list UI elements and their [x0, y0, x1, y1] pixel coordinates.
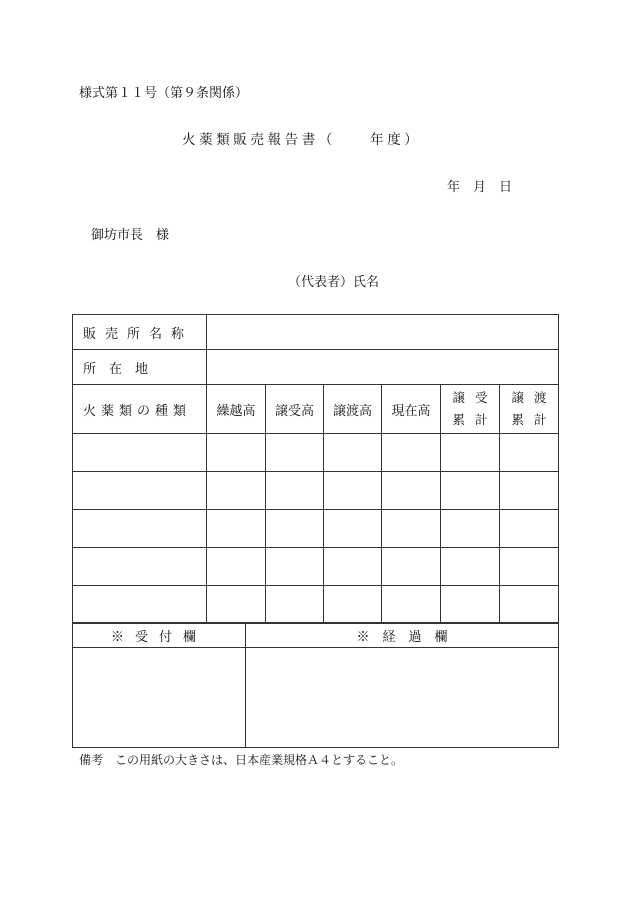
location-value[interactable]: [207, 350, 559, 385]
table-cell[interactable]: [73, 586, 207, 624]
received-total-label-top: 譲受: [452, 390, 498, 405]
table-cell[interactable]: [207, 434, 266, 472]
table-cell[interactable]: [500, 434, 559, 472]
table-cell[interactable]: [266, 434, 324, 472]
table-cell[interactable]: [207, 586, 266, 624]
table-cell[interactable]: [266, 510, 324, 548]
table-cell[interactable]: [382, 434, 441, 472]
footnote: 備考 この用紙の大きさは、日本産業規格Ａ４とすること。: [79, 753, 404, 767]
report-table: [72, 314, 559, 624]
office-header-row: [73, 623, 559, 648]
form-number: 様式第１１号（第９条関係）: [79, 86, 249, 101]
table-row: [73, 586, 559, 624]
table-cell[interactable]: [73, 472, 207, 510]
reception-header: ※受付欄: [73, 623, 246, 648]
table-cell[interactable]: [324, 586, 382, 624]
table-cell[interactable]: [441, 586, 500, 624]
table-cell[interactable]: [73, 434, 207, 472]
table-cell[interactable]: [441, 434, 500, 472]
office-body-row: [73, 648, 559, 748]
table-cell[interactable]: [207, 510, 266, 548]
table-cell[interactable]: [441, 472, 500, 510]
table-cell[interactable]: [382, 548, 441, 586]
representative-name: （代表者）氏名: [288, 275, 380, 290]
table-row: [73, 434, 559, 472]
table-cell[interactable]: [73, 548, 207, 586]
table-cell[interactable]: [382, 472, 441, 510]
progress-field[interactable]: [246, 648, 559, 748]
table-cell[interactable]: [324, 472, 382, 510]
table-cell[interactable]: [382, 586, 441, 624]
column-header-row: [73, 385, 559, 434]
table-cell[interactable]: [324, 434, 382, 472]
table-cell[interactable]: [73, 510, 207, 548]
table-cell[interactable]: [324, 510, 382, 548]
table-cell[interactable]: [500, 472, 559, 510]
location-row: [73, 350, 559, 385]
table-cell[interactable]: [207, 548, 266, 586]
transferred-header: 譲渡高: [324, 385, 382, 434]
table-cell[interactable]: [382, 510, 441, 548]
table-cell[interactable]: [266, 472, 324, 510]
recipient: 御坊市長 様: [91, 228, 170, 243]
carryover-header: 繰越高: [207, 385, 266, 434]
table-cell[interactable]: [441, 548, 500, 586]
table-row: [73, 472, 559, 510]
progress-header: ※ 経 過 欄: [246, 623, 559, 648]
explosive-type-header: 火薬類の種類: [73, 385, 207, 434]
date-line: 年 月 日: [447, 180, 513, 195]
table-cell[interactable]: [441, 510, 500, 548]
shop-name-value[interactable]: [207, 315, 559, 350]
location-label: 所 在 地: [73, 350, 207, 385]
page-title: 火薬類販売報告書（ 年度）: [182, 132, 422, 148]
table-cell[interactable]: [500, 510, 559, 548]
table-row: [73, 548, 559, 586]
shop-name-label: 販売所名称: [73, 315, 207, 350]
table-cell[interactable]: [324, 548, 382, 586]
shop-name-row: [73, 315, 559, 350]
table-cell[interactable]: [500, 586, 559, 624]
table-cell[interactable]: [500, 548, 559, 586]
transferred-total-label-top: 譲渡: [511, 390, 557, 405]
office-use-table: [72, 622, 559, 748]
received-total-label-bottom: 累計: [452, 412, 498, 427]
table-cell[interactable]: [207, 472, 266, 510]
table-row: [73, 510, 559, 548]
received-total-header: [441, 385, 500, 434]
received-header: 譲受高: [266, 385, 324, 434]
transferred-total-header: [500, 385, 559, 434]
table-cell[interactable]: [266, 586, 324, 624]
table-cell[interactable]: [266, 548, 324, 586]
reception-field[interactable]: [73, 648, 246, 748]
transferred-total-label-bottom: 累計: [511, 412, 557, 427]
current-header: 現在高: [382, 385, 441, 434]
